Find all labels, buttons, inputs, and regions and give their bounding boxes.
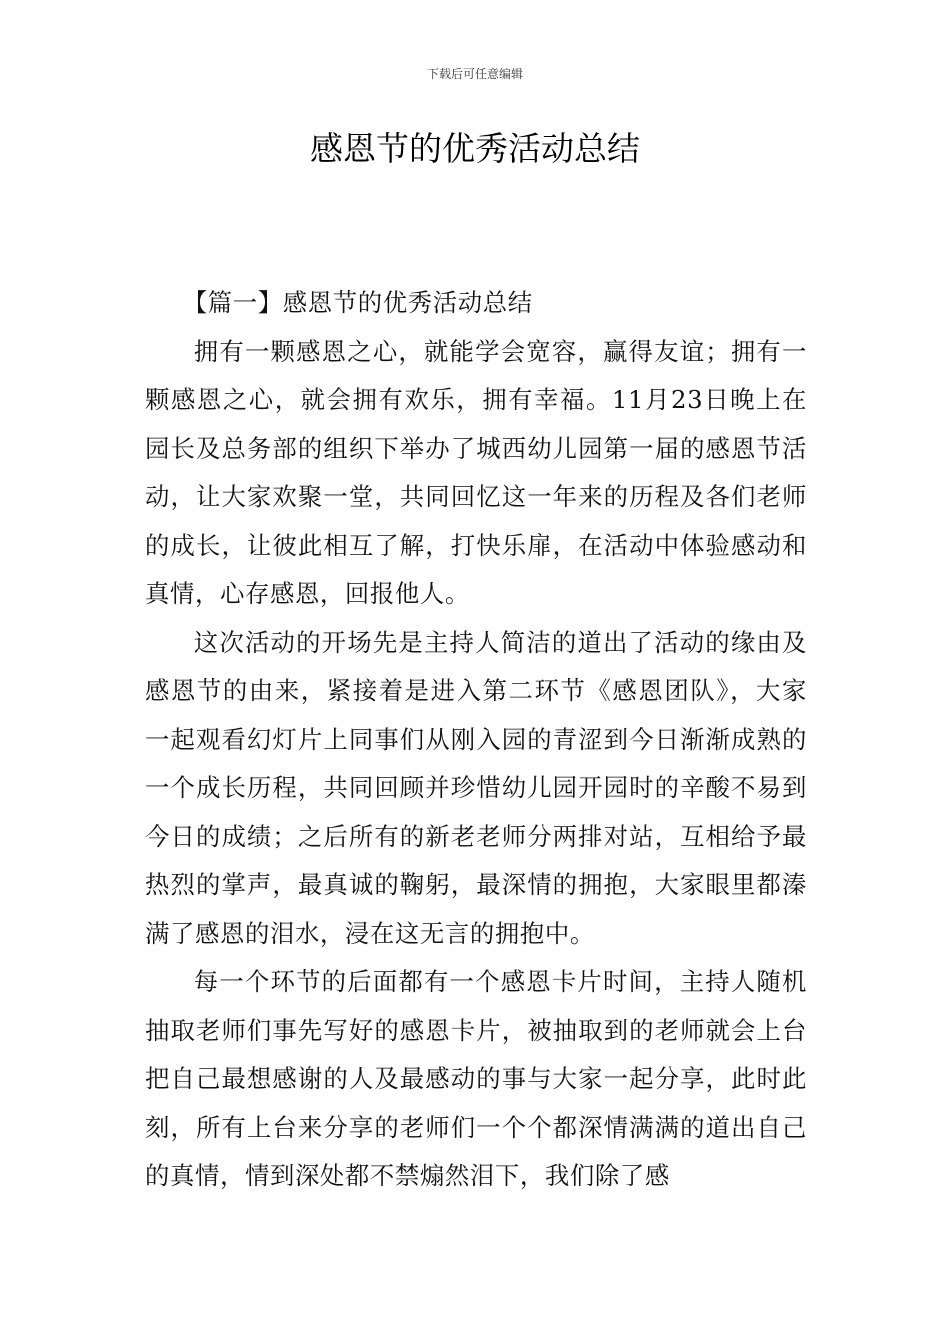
section-heading: 【篇一】感恩节的优秀活动总结 xyxy=(182,288,533,317)
paragraph-2: 这次活动的开场先是主持人简洁的道出了活动的缘由及感恩节的由来，紧接着是进入第二环节《感恩团队》，大家一起观看幻灯片上同事们从刚入园的青涩到今日渐渐成熟的一个成长历程，共同回顾并珍惜幼儿园开园时的辛酸不易到今日的成绩；之后所有的新老老师分两排对站，互相给予最热烈的掌声，最真诚的鞠躬，最深情的拥抱，大家眼里都溱满了感恩的泪水，浸在这无言的拥抱中。 xyxy=(145,627,807,948)
document-title: 感恩节的优秀活动总结 xyxy=(310,129,640,168)
document-body xyxy=(145,279,807,1201)
paragraph-1: 拥有一颗感恩之心，就能学会宽容，赢得友谊；拥有一颗感恩之心，就会拥有欢乐，拥有幸福。11月23日晚上在园长及总务部的组织下举办了城西幼儿园第一届的感恩节活动，让大家欢聚一堂，共同回忆这一年来的历程及各们老师的成长，让彼此相互了解，打快乐扉，在活动中体验感动和真情，心存感恩，回报他人。 xyxy=(145,336,807,608)
paragraph-3: 每一个环节的后面都有一个感恩卡片时间，主持人随机抽取老师们事先写好的感恩卡片，被抽取到的老师就会上台把自己最想感谢的人及最感动的事与大家一起分享，此时此刻，所有上台来分享的老师们一个个都深情满满的道出自己的真情，情到深处都不禁煽然泪下，我们除了感 xyxy=(145,967,807,1190)
header-note: 下载后可任意编辑 xyxy=(426,67,523,81)
